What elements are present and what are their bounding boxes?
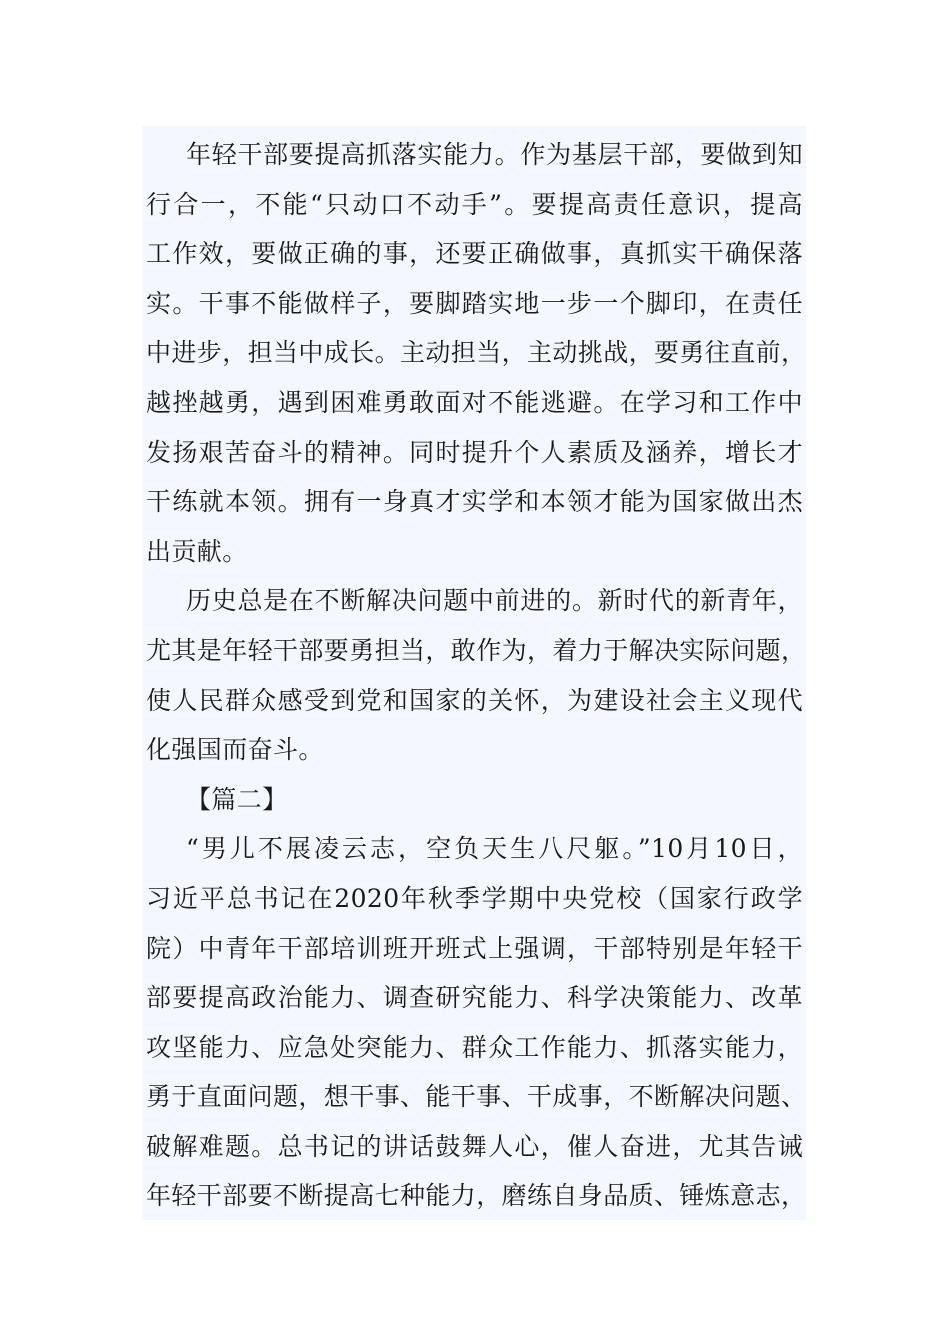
paragraph-line: 出贡献。: [146, 536, 248, 566]
paragraph-line: 院）中青年干部培训班开班式上强调，干部特别是年轻干: [146, 933, 803, 963]
text-block: [142, 126, 806, 1220]
paragraph-line: 攻坚能力、应急处突能力、群众工作能力、抓落实能力，: [146, 1032, 803, 1062]
paragraph-line: 行合一，不能“只动口不动手”。要提高责任意识，提高: [146, 189, 803, 219]
paragraph-line: 勇于直面问题，想干事、能干事、干成事，不断解决问题、: [146, 1082, 807, 1112]
paragraph-line: 历史总是在不断解决问题中前进的。新时代的新青年，: [186, 586, 803, 616]
paragraph-line: 年轻干部要提高抓落实能力。作为基层干部，要做到知: [186, 140, 803, 169]
paragraph-line: 习近平总书记在2020年秋季学期中央党校（国家行政学: [146, 883, 803, 913]
paragraph-line: 实。干事不能做样子，要脚踏实地一步一个脚印，在责任: [146, 288, 803, 318]
paragraph-line: 干练就本领。拥有一身真才实学和本领才能为国家做出杰: [146, 487, 803, 517]
paragraph-line: 中进步，担当中成长。主动担当，主动挑战，要勇往直前，: [146, 338, 807, 368]
paragraph-line: 发扬艰苦奋斗的精神。同时提升个人素质及涵养，增长才: [146, 437, 803, 467]
paragraph-line: 尤其是年轻干部要勇担当，敢作为，着力于解决实际问题，: [146, 635, 807, 665]
paragraph-line: 使人民群众感受到党和国家的关怀，为建设社会主义现代: [146, 685, 803, 715]
paragraph-line: 部要提高政治能力、调查研究能力、科学决策能力、改革: [146, 983, 803, 1013]
paragraph-line: 年轻干部要不断提高七种能力，磨练自身品质、锤炼意志，: [146, 1181, 807, 1211]
section-heading: 【篇二】: [186, 784, 288, 814]
paragraph-line: “男儿不展凌云志，空负天生八尺躯。”10月10日，: [186, 834, 803, 864]
paragraph-line: 破解难题。总书记的讲话鼓舞人心，催人奋进，尤其告诫: [146, 1131, 803, 1161]
paragraph-line: 工作效，要做正确的事，还要正确做事，真抓实干确保落: [146, 239, 803, 269]
paragraph-line: 越挫越勇，遇到困难勇敢面对不能逃避。在学习和工作中: [146, 387, 803, 417]
paragraph-line: 化强国而奋斗。: [146, 735, 324, 765]
